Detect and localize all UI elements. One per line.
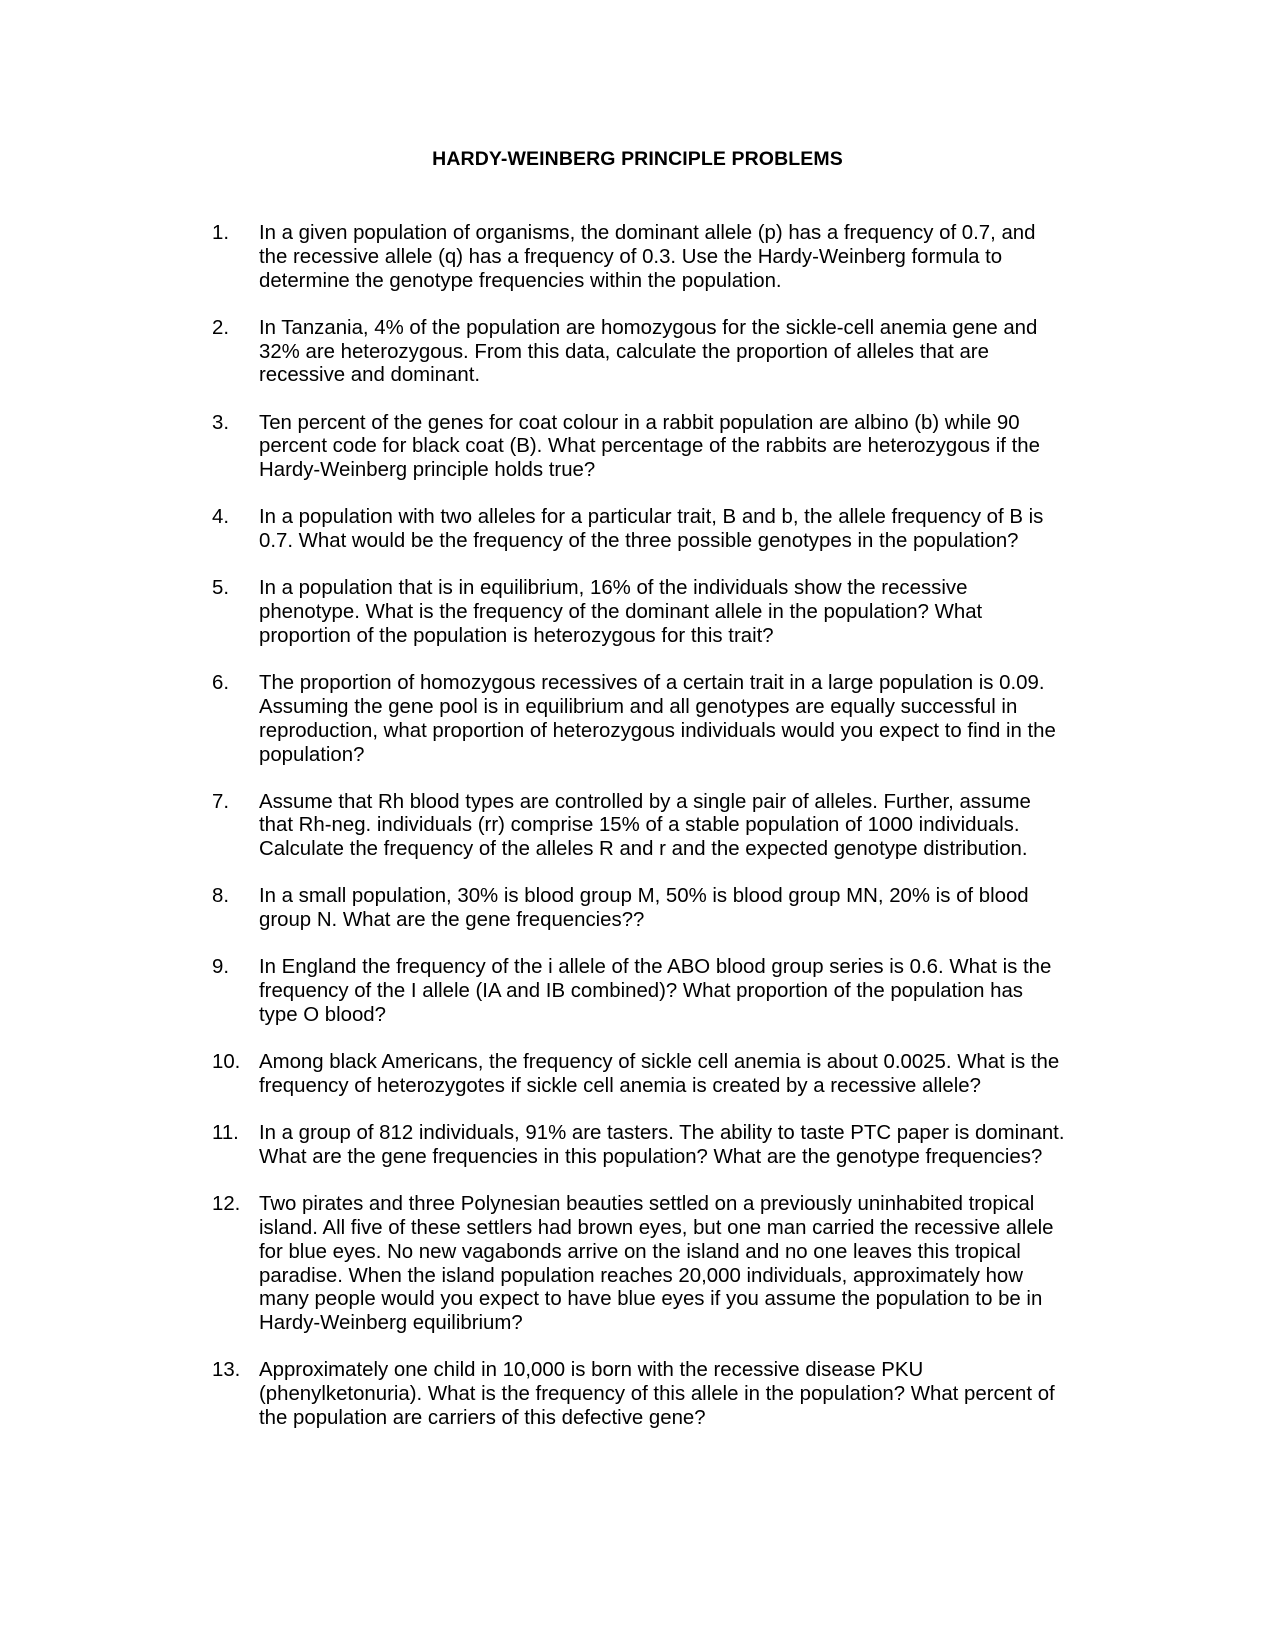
problem-item-5 <box>212 577 1092 648</box>
problem-text: In a population with two alleles for a particular trait, B and b, the allele frequency of B is 0.7. What would be the frequency of the three possible genotypes in the population? <box>259 506 1044 553</box>
problem-item-4 <box>212 506 1092 554</box>
problem-text: The proportion of homozygous recessives of a certain trait in a large population is 0.09. Assuming the gene pool is in equilibrium and all genotypes are equally successful in reproduction, what proportion of heterozygous individuals would you expect to find in the population? <box>259 672 1056 766</box>
problem-number: 4. <box>212 506 230 529</box>
problem-number: 7. <box>212 790 230 813</box>
problem-item-12 <box>212 1193 1092 1336</box>
problem-item-2 <box>212 317 1092 388</box>
problem-text: Ten percent of the genes for coat colour in a rabbit population are albino (b) while 90 percent code for black coat (B). What percentage of the rabbits are heterozygous if the Hardy-Weinberg principle holds true? <box>259 411 1040 482</box>
problem-list <box>212 222 1092 1454</box>
problem-text: In Tanzania, 4% of the population are homozygous for the sickle-cell anemia gene and 32% are heterozygous. From this data, calculate the proportion of alleles that are recessive and dominant. <box>259 316 1038 387</box>
problem-item-9 <box>212 956 1092 1027</box>
problem-number: 3. <box>212 411 230 434</box>
problem-text: In a population that is in equilibrium, 16% of the individuals show the recessive phenotype. What is the frequency of the dominant allele in the population? What proportion of the population is heterozygous for this trait? <box>259 577 983 647</box>
problem-item-1 <box>212 222 1092 293</box>
problem-item-7 <box>212 791 1092 862</box>
problem-number: 12. <box>212 1193 241 1216</box>
problem-text: Among black Americans, the frequency of sickle cell anemia is about 0.0025. What is the frequency of heterozygotes if sickle cell anemia is created by a recessive allele? <box>259 1051 1060 1098</box>
problem-number: 6. <box>212 672 230 695</box>
document-title: HARDY-WEINBERG PRINCIPLE PROBLEMS <box>432 148 843 170</box>
problem-text: In a given population of organisms, the dominant allele (p) has a frequency of 0.7, and the recessive allele (q) has a frequency of 0.3. Use the Hardy-Weinberg formula to determine the genotype frequencies within the population. <box>259 222 1036 292</box>
problem-text: Two pirates and three Polynesian beauties settled on a previously uninhabited tropical island. All five of these settlers had brown eyes, but one man carried the recessive allele for blue eyes. No new vagabonds arrive on the island and no one leaves this tropical paradise. When the island population reaches 20,000 individuals, approximately how many people would you expect to have blue eyes if you assume the population to be in Hardy-Weinberg equilibrium? <box>259 1193 1054 1335</box>
problem-number: 10. <box>212 1051 241 1074</box>
problem-text: In a small population, 30% is blood group M, 50% is blood group MN, 20% is of blood group N. What are the gene frequencies?? <box>259 885 1029 932</box>
problem-item-11 <box>212 1122 1092 1170</box>
problem-text: In a group of 812 individuals, 91% are tasters. The ability to taste PTC paper is dominant. What are the gene frequencies in this population? What are the genotype frequencies? <box>259 1122 1065 1169</box>
problem-text: In England the frequency of the i allele of the ABO blood group series is 0.6. What is the frequency of the I allele (IA and IB combined)? What proportion of the population has type O blood? <box>259 956 1052 1027</box>
problem-number: 1. <box>212 222 230 244</box>
problem-number: 13. <box>212 1359 241 1382</box>
problem-number: 8. <box>212 885 230 908</box>
problem-text: Assume that Rh blood types are controlled by a single pair of alleles. Further, assume that Rh-neg. individuals (rr) comprise 15% of a stable population of 1000 individuals. Calculate the frequency of the alleles R and r and the expected genotype distribution. <box>259 790 1031 861</box>
problem-item-13 <box>212 1359 1092 1430</box>
problem-number: 9. <box>212 956 230 979</box>
problem-item-8 <box>212 885 1092 933</box>
problem-item-3 <box>212 412 1092 483</box>
problem-number: 11. <box>212 1122 239 1145</box>
problem-number: 5. <box>212 577 230 600</box>
problem-text: Approximately one child in 10,000 is born with the recessive disease PKU (phenylketonuria). What is the frequency of this allele in the population? What percent of the population are carriers of this defective gene? <box>259 1359 1055 1429</box>
problem-item-6 <box>212 672 1092 767</box>
problem-item-10 <box>212 1051 1092 1099</box>
problem-number: 2. <box>212 316 230 339</box>
